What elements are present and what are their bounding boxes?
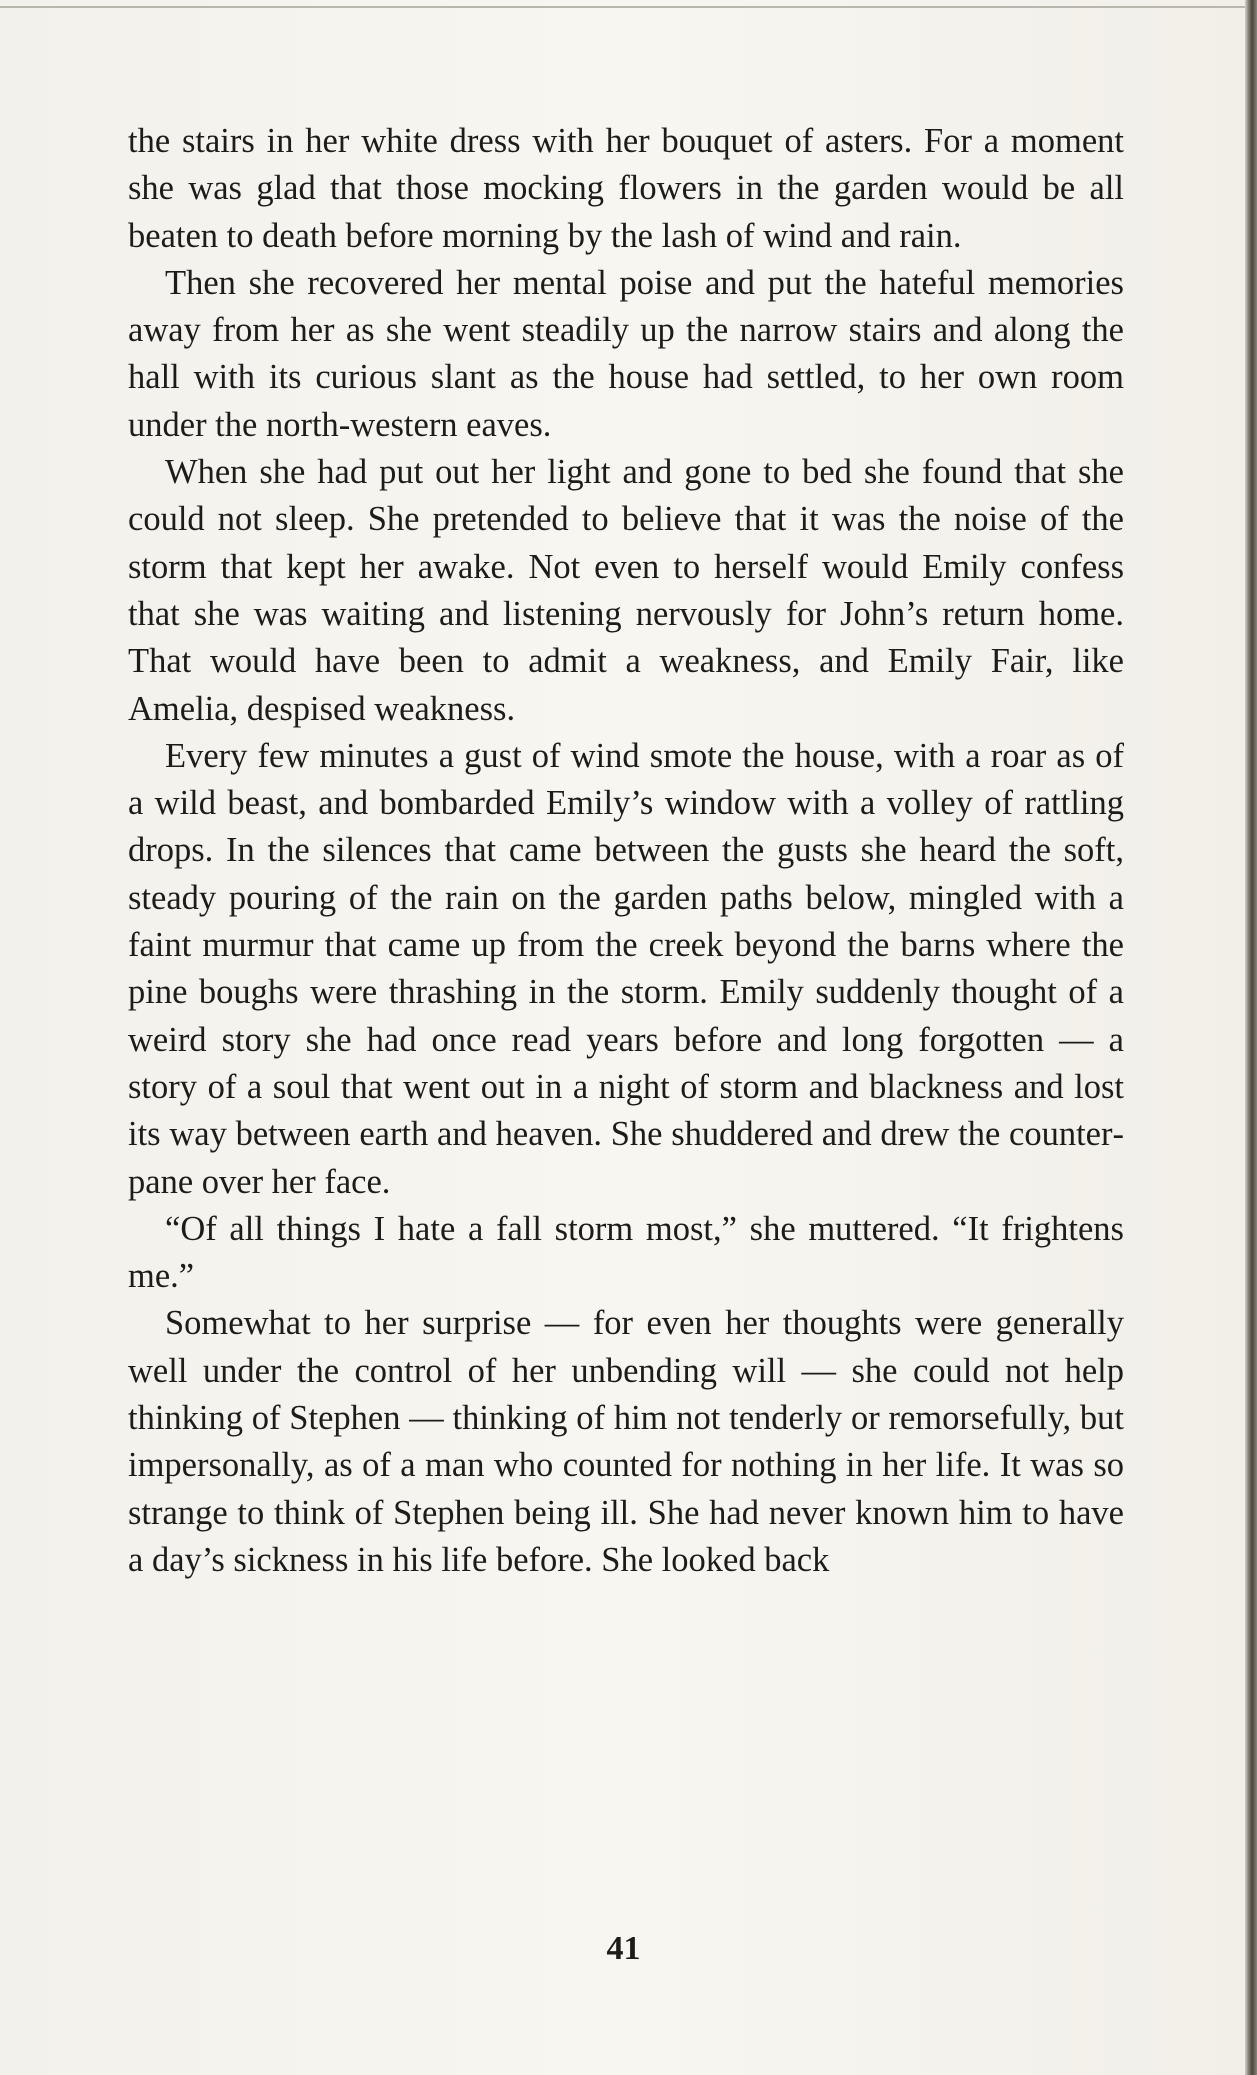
paragraph-6: Somewhat to her surprise — for even her thoughts were generally well under the control of her unbending will — she could not help thinking of Stephen — thinking of him not tenderly or remorsefully, but impersonally, as of a man who counted for nothing in her life. It was so strange to think of Stephen being ill. She had never known him to have a day’s sickness in his life before. She looked back [128, 1304, 1124, 1579]
page-binding-edge [1245, 0, 1257, 2075]
page-number: 41 [606, 1930, 641, 1967]
paragraph-3: When she had put out her light and gone to bed she found that she could not sleep. She pretended to believe that it was the noise of the storm that kept her awake. Not even to herself would Emily confess that she was waiting and listening nervously for John’s return home. That would have been to admit a weakness, and Emily Fair, like Amelia, despised weakness. [128, 453, 1124, 728]
paragraph-1: the stairs in her white dress with her bouquet of asters. For a moment she was glad that those mocking flowers in the garden would be all beaten to death before morning by the lash of wind and rain. [128, 122, 1124, 255]
paragraph-5: “Of all things I hate a fall storm most,” she muttered. “It frightens me.” [128, 1209, 1124, 1296]
body-text [128, 118, 1124, 1584]
page-top-edge [0, 0, 1245, 8]
paragraph-4: Every few minutes a gust of wind smote the house, with a roar as of a wild beast, and bombarded Emily’s window with a volley of rattling drops. In the silences that came between the gusts she heard the soft, steady pouring of the rain on the garden paths below, mingled with a faint murmur that came up from the creek beyond the barns where the pine boughs were thrashing in the storm. Emily suddenly thought of a weird story she had once read years before and long forgotten — a story of a soul that went out in a night of storm and blackness and lost its way between earth and heaven. She shuddered and drew the counterpane over her face. [128, 736, 1124, 1201]
paragraph-2: Then she recovered her mental poise and put the hateful memories away from her as she went steadily up the narrow stairs and along the hall with its curious slant as the house had settled, to her own room under the north-western eaves. [128, 263, 1124, 444]
